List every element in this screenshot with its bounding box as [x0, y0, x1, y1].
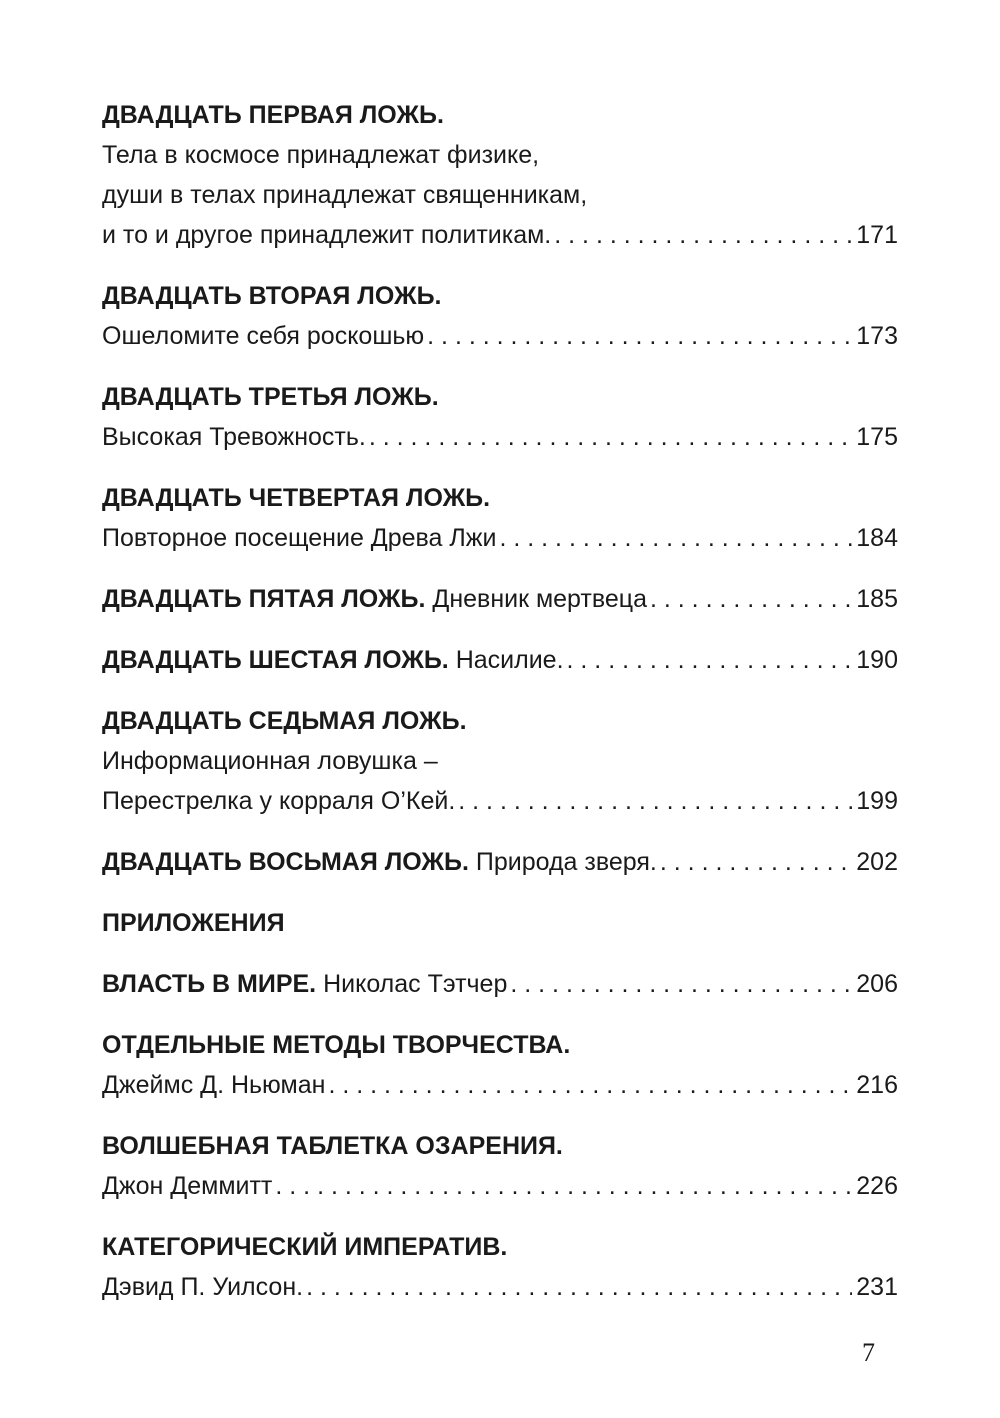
toc-subtitle-line [102, 741, 898, 781]
toc-page-number: 190 [856, 646, 898, 674]
toc-page-number: 231 [856, 1273, 898, 1301]
toc-entry-title: ВОЛШЕБНАЯ ТАБЛЕТКА ОЗАРЕНИЯ. [102, 1132, 563, 1160]
toc-heading-line [102, 903, 898, 943]
toc-line-with-page [102, 316, 898, 356]
toc-page-number: 226 [856, 1172, 898, 1200]
dot-leader [427, 316, 852, 356]
toc-page-number: 175 [856, 423, 898, 451]
toc-heading-line [102, 1227, 898, 1267]
toc-page-number: 184 [856, 524, 898, 552]
toc-entry-title: ДВАДЦАТЬ ЧЕТВЕРТАЯ ЛОЖЬ. [102, 484, 491, 512]
toc-entry [102, 1227, 898, 1307]
toc-entry-title: ДВАДЦАТЬ ПЯТАЯ ЛОЖЬ. [102, 585, 426, 613]
toc-entry [102, 276, 898, 356]
toc-line-with-page [102, 579, 898, 619]
table-of-contents [102, 95, 898, 1328]
dot-leader [458, 781, 852, 821]
toc-line-text [102, 1267, 303, 1307]
toc-entry-subtitle: Тела в космосе принадлежат физике, [102, 141, 540, 169]
dot-leader [306, 1267, 852, 1307]
toc-line-text [102, 579, 647, 619]
toc-heading-line [102, 95, 898, 135]
toc-entry-subtitle: души в телах принадлежат священникам, [102, 181, 588, 209]
toc-subtitle-line [102, 175, 898, 215]
toc-entry-subtitle: и то и другое принадлежит политикам. [102, 221, 552, 249]
toc-entry-subtitle: Информационная ловушка – [102, 747, 438, 775]
toc-entry-title: КАТЕГОРИЧЕСКИЙ ИМПЕРАТИВ. [102, 1233, 508, 1261]
toc-entry [102, 579, 898, 619]
toc-entry-title: ОТДЕЛЬНЫЕ МЕТОДЫ ТВОРЧЕСТВА. [102, 1031, 571, 1059]
toc-entry-title: ПРИЛОЖЕНИЯ [102, 909, 285, 937]
toc-line-with-page [102, 1267, 898, 1307]
toc-line-text [102, 842, 657, 882]
toc-entry-title: ВЛАСТЬ В МИРЕ. [102, 970, 317, 998]
toc-line-text [102, 316, 424, 356]
toc-entry [102, 701, 898, 821]
toc-entry [102, 640, 898, 680]
toc-line-text [102, 781, 455, 821]
toc-line-with-page [102, 964, 898, 1004]
toc-entry-subtitle: Николас Тэтчер [323, 970, 508, 998]
page-number: 7 [862, 1338, 875, 1367]
toc-entry [102, 377, 898, 457]
dot-leader [369, 417, 852, 457]
toc-line-with-page [102, 1166, 898, 1206]
toc-entry [102, 842, 898, 882]
toc-page-number: 202 [856, 848, 898, 876]
toc-entry [102, 964, 898, 1004]
dot-leader [275, 1166, 852, 1206]
toc-entry-title: ДВАДЦАТЬ ТРЕТЬЯ ЛОЖЬ. [102, 383, 439, 411]
toc-page-number: 199 [856, 787, 898, 815]
toc-line-text [102, 640, 564, 680]
toc-entry-subtitle: Природа зверя. [475, 848, 657, 876]
toc-page-number: 171 [856, 221, 898, 249]
toc-page-number: 216 [856, 1071, 898, 1099]
toc-heading-line [102, 1126, 898, 1166]
toc-entry-title: ДВАДЦАТЬ ВОСЬМАЯ ЛОЖЬ. [102, 848, 469, 876]
toc-line-with-page [102, 842, 898, 882]
toc-line-with-page [102, 518, 898, 558]
toc-line-text [102, 518, 496, 558]
toc-line-text [102, 1065, 325, 1105]
dot-leader [328, 1065, 852, 1105]
toc-entry [102, 478, 898, 558]
dot-leader [499, 518, 852, 558]
dot-leader [660, 842, 852, 882]
toc-entry-subtitle: Джеймс Д. Ньюман [102, 1071, 326, 1099]
toc-line-text [102, 1166, 272, 1206]
toc-entry [102, 1126, 898, 1206]
dot-leader [567, 640, 853, 680]
toc-line-with-page [102, 781, 898, 821]
toc-page-number: 173 [856, 322, 898, 350]
toc-entry-title: ДВАДЦАТЬ СЕДЬМАЯ ЛОЖЬ. [102, 707, 467, 735]
toc-heading-line [102, 377, 898, 417]
toc-entry-subtitle: Дневник мертвеца [432, 585, 647, 613]
toc-entry-subtitle: Высокая Тревожность. [102, 423, 366, 451]
toc-entry-subtitle: Повторное посещение Древа Лжи [102, 524, 497, 552]
toc-line-text [102, 964, 507, 1004]
toc-line-with-page [102, 215, 898, 255]
toc-entry-subtitle: Джон Деммитт [102, 1172, 273, 1200]
toc-subtitle-line [102, 135, 898, 175]
dot-leader [554, 215, 852, 255]
toc-heading-line [102, 1025, 898, 1065]
toc-heading-line [102, 478, 898, 518]
toc-heading-line [102, 276, 898, 316]
toc-line-with-page [102, 417, 898, 457]
toc-entry-subtitle: Перестрелка у корраля О’Кей. [102, 787, 456, 815]
toc-entry-title: ДВАДЦАТЬ ШЕСТАЯ ЛОЖЬ. [102, 646, 449, 674]
toc-entry-subtitle: Ошеломите себя роскошью [102, 322, 425, 350]
toc-page-number: 185 [856, 585, 898, 613]
toc-line-with-page [102, 640, 898, 680]
toc-entry [102, 903, 898, 943]
toc-line-with-page [102, 1065, 898, 1105]
toc-entry-subtitle: Дэвид П. Уилсон. [102, 1273, 304, 1301]
toc-line-text [102, 215, 551, 255]
toc-entry [102, 95, 898, 255]
toc-entry-title: ДВАДЦАТЬ ВТОРАЯ ЛОЖЬ. [102, 282, 442, 310]
toc-entry-subtitle: Насилие. [455, 646, 564, 674]
dot-leader [510, 964, 852, 1004]
dot-leader [650, 579, 852, 619]
toc-page-number: 206 [856, 970, 898, 998]
toc-entry-title: ДВАДЦАТЬ ПЕРВАЯ ЛОЖЬ. [102, 101, 444, 129]
toc-entry [102, 1025, 898, 1105]
toc-heading-line [102, 701, 898, 741]
toc-line-text [102, 417, 366, 457]
